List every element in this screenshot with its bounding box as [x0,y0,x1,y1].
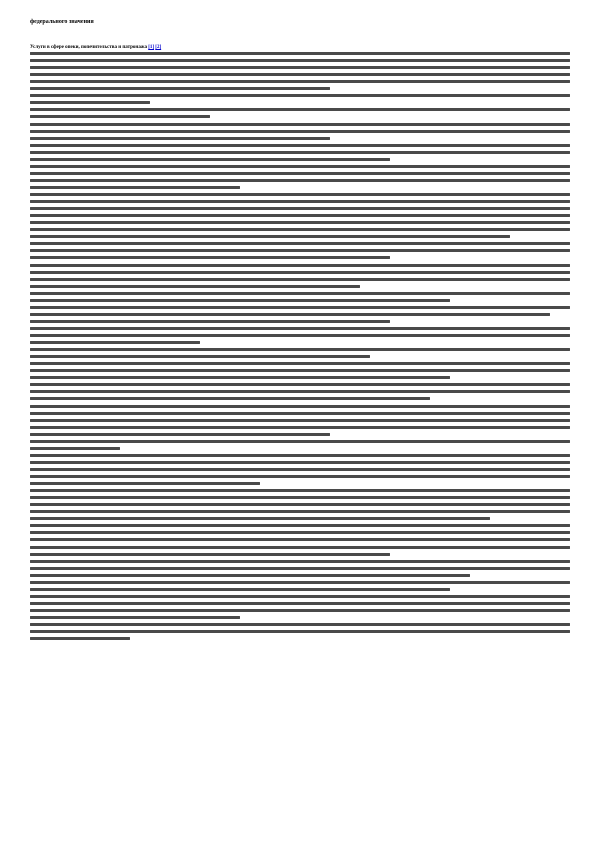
text-line [30,207,570,210]
text-line [30,221,570,224]
text-line [30,630,570,633]
text-line [30,130,570,133]
text-line [30,242,570,245]
text-line [30,73,570,76]
text-line [30,546,570,549]
text-line [30,517,490,520]
text-line [30,144,570,147]
text-line [30,327,570,330]
text-line [30,158,390,161]
text-line [30,405,570,408]
text-line [30,299,450,302]
text-line [30,94,570,97]
text-line [30,193,570,196]
text-line [30,574,470,577]
reference-link-2[interactable]: [2] [155,45,162,50]
text-line [30,376,450,379]
text-line [30,426,570,429]
text-line [30,369,570,372]
text-line [30,588,450,591]
text-line [30,200,570,203]
text-line [30,362,570,365]
text-line [30,383,570,386]
text-line [30,461,570,464]
text-line [30,87,330,90]
text-line [30,419,570,422]
text-line [30,609,570,612]
text-line [30,397,430,400]
text-line [30,623,570,626]
text-line [30,214,570,217]
text-line [30,447,120,450]
text-line [30,320,390,323]
text-line [30,264,570,267]
text-line [30,482,260,485]
text-line [30,151,570,154]
text-line [30,581,570,584]
text-line [30,616,240,619]
text-line [30,595,570,598]
text-line [30,503,570,506]
text-line [30,172,570,175]
text-line [30,390,570,393]
text-line [30,341,200,344]
text-line [30,123,570,126]
text-line [30,59,570,62]
text-line [30,256,390,259]
text-line [30,524,570,527]
text-line [30,553,390,556]
text-line [30,433,330,436]
text-line [30,52,570,55]
text-line [30,108,570,111]
text-line [30,489,570,492]
text-line [30,348,570,351]
text-line [30,313,550,316]
text-line [30,292,570,295]
text-line [30,306,570,309]
text-line [30,137,330,140]
text-line [30,602,570,605]
text-line [30,454,570,457]
text-line [30,271,570,274]
text-line [30,531,570,534]
text-line [30,165,570,168]
text-line [30,278,570,281]
text-line [30,115,210,118]
text-line [30,186,240,189]
text-line [30,66,570,69]
text-line [30,334,570,337]
text-line [30,101,150,104]
text-line [30,355,370,358]
text-line [30,440,570,443]
text-line [30,475,570,478]
text-line [30,510,570,513]
text-line [30,567,570,570]
text-line [30,235,510,238]
text-line [30,468,570,471]
reference-link-1[interactable]: [1] [148,45,155,50]
text-line [30,538,570,541]
text-line [30,496,570,499]
text-line [30,560,570,563]
text-line [30,412,570,415]
document-title: федерального значения [30,19,94,25]
text-line [30,228,570,231]
text-line [30,249,570,252]
section-heading [30,44,570,51]
text-line [30,80,570,83]
text-line [30,637,130,640]
section-heading-text: Услуги в сфере опеки, попечительства и патронажа [30,45,147,50]
text-line [30,179,570,182]
text-line [30,285,360,288]
